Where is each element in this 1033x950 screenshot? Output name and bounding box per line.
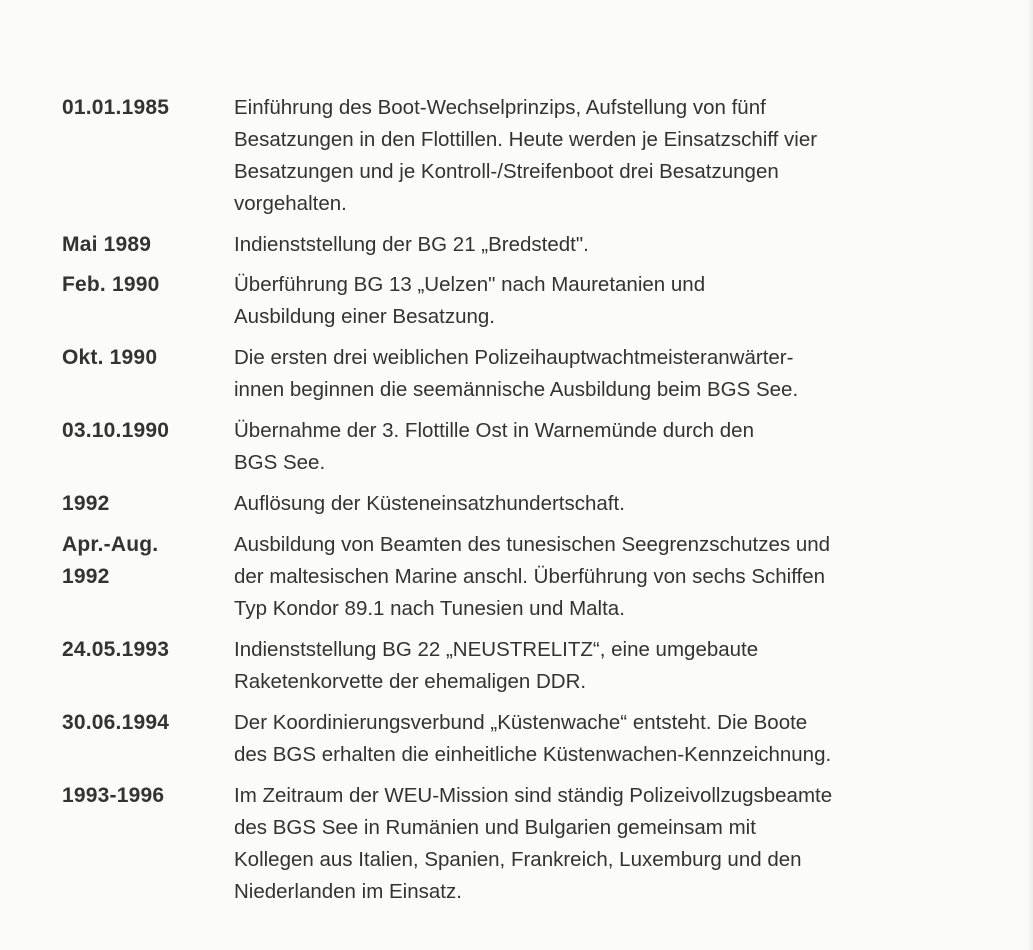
entry-text-line: BGS See. [234,451,326,474]
entry-date-line: 1992 [62,565,110,588]
entry-text-line: vorgehalten. [234,192,347,215]
entry-date [62,529,234,593]
entry-text-line: Indienststellung BG 22 „NEUSTRELITZ“, eine umgebaute [234,638,759,661]
chronology-list [62,92,962,908]
entry-text-line: Die ersten drei weiblichen Polizeihauptwachtmeisteranwärter- [234,346,794,369]
chronology-entry [62,780,962,908]
entry-text-line: Typ Kondor 89.1 nach Tunesien und Malta. [234,597,625,620]
chronology-entry [62,634,962,698]
entry-text-line: Übernahme der 3. Flottille Ost in Warnemünde durch den [234,419,754,442]
entry-text [234,780,962,908]
entry-text-line: Kollegen aus Italien, Spanien, Frankreich, Luxemburg und den [234,848,802,871]
entry-text [234,269,962,333]
entry-text [234,415,962,479]
entry-text-line: Im Zeitraum der WEU-Mission sind ständig Polizeivollzugsbeamte [234,784,833,807]
entry-text [234,92,962,220]
entry-date: 03.10.1990 [62,419,170,442]
entry-date: Feb. 1990 [62,273,160,296]
entry-text-line: Indienststellung der BG 21 „Bredstedt". [234,233,589,256]
entry-text [234,707,962,771]
entry-date: Okt. 1990 [62,346,158,369]
entry-text [234,529,962,625]
entry-text-line: Besatzungen in den Flottillen. Heute werden je Einsatzschiff vier [234,128,818,151]
entry-date: 01.01.1985 [62,96,170,119]
entry-text-line: Raketenkorvette der ehemaligen DDR. [234,670,587,693]
entry-text-line: Ausbildung einer Besatzung. [234,305,495,328]
chronology-entry [62,229,962,261]
entry-text [234,229,962,261]
entry-text-line: Auflösung der Küsteneinsatzhundertschaft. [234,492,625,515]
chronology-entry [62,707,962,771]
entry-date: 24.05.1993 [62,638,170,661]
entry-text-line: Der Koordinierungsverbund „Küstenwache“ entsteht. Die Boote [234,711,808,734]
chronology-entry [62,529,962,625]
chronology-entry [62,488,962,520]
chronology-entry [62,415,962,479]
chronology-entry [62,92,962,220]
entry-date: 1992 [62,492,110,515]
entry-text-line: Ausbildung von Beamten des tunesischen Seegrenzschutzes und [234,533,831,556]
chronology-entry [62,342,962,406]
entry-text [234,634,962,698]
entry-text [234,342,962,406]
scan-edge-shadow [1027,0,1033,950]
entry-text [234,488,962,520]
entry-date: Mai 1989 [62,233,152,256]
entry-text-line: Besatzungen und je Kontroll-/Streifenboot drei Besatzungen [234,160,779,183]
chronology-entry [62,269,962,333]
entry-text-line: Überführung BG 13 „Uelzen" nach Mauretanien und [234,273,706,296]
entry-date: 30.06.1994 [62,711,170,734]
entry-text-line: Niederlanden im Einsatz. [234,880,462,903]
entry-date-line: Apr.-Aug. [62,533,159,556]
entry-text-line: des BGS erhalten die einheitliche Küstenwachen-Kennzeichnung. [234,743,832,766]
entry-text-line: Einführung des Boot-Wechselprinzips, Aufstellung von fünf [234,96,766,119]
entry-date: 1993-1996 [62,784,165,807]
entry-text-line: der maltesischen Marine anschl. Überführung von sechs Schiffen [234,565,826,588]
entry-text-line: des BGS See in Rumänien und Bulgarien gemeinsam mit [234,816,756,839]
entry-text-line: innen beginnen die seemännische Ausbildung beim BGS See. [234,378,799,401]
